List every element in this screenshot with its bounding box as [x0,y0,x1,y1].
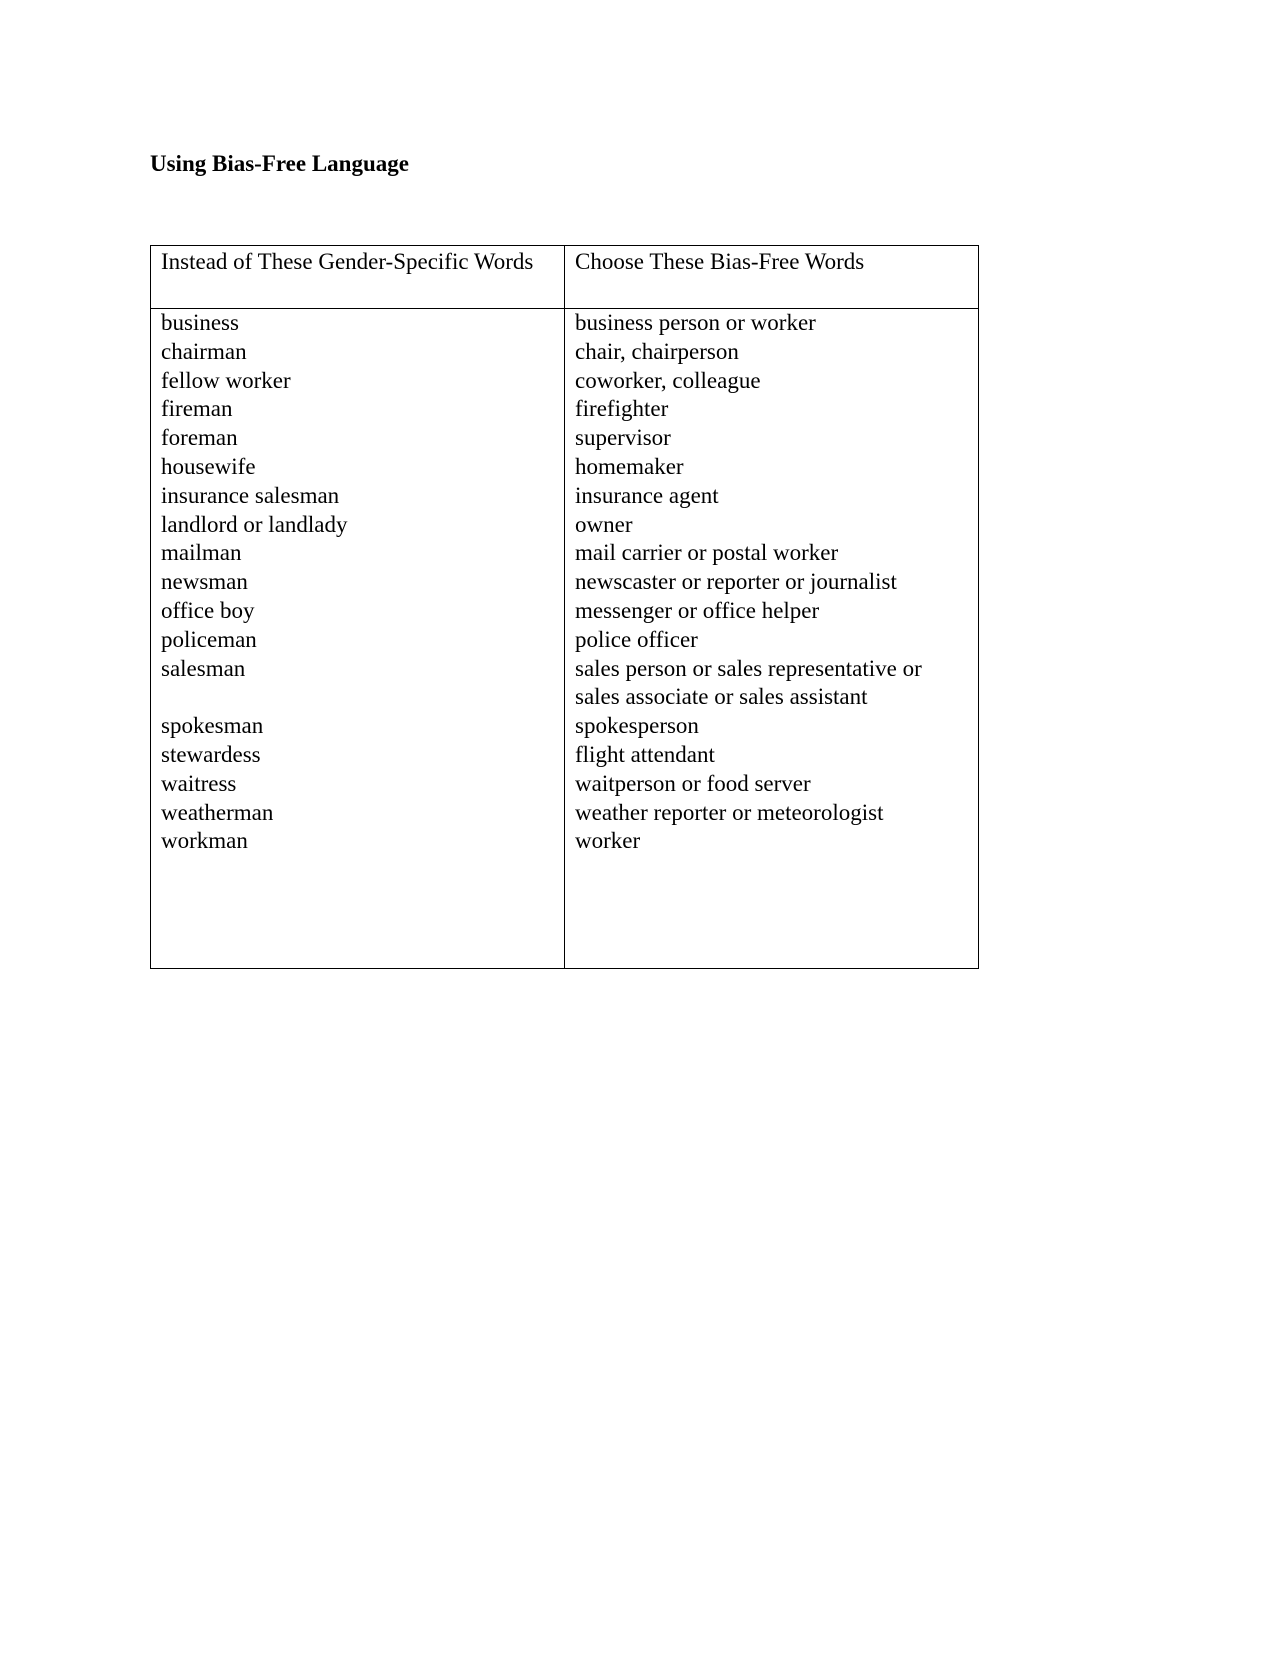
gender-specific-word: foreman [161,425,238,451]
bias-free-word: supervisor [575,425,671,451]
gender-specific-word: landlord or landlady [161,511,348,537]
gender-specific-word: fireman [161,396,233,422]
bias-free-word: business person or worker [575,310,816,335]
gender-specific-word: mailman [161,540,242,566]
table-body-row [151,309,979,969]
gender-specific-word: waitress [161,770,237,796]
gender-specific-word: stewardess [161,741,261,767]
bias-free-word: owner [575,511,633,537]
bias-free-word: firefighter [575,396,669,422]
bias-free-word: sales person or sales representative or sales associate or sales assistant [575,655,922,710]
bias-free-word-table [150,245,979,969]
gender-specific-word: salesman [161,655,246,681]
header-gender-specific: Instead of These Gender-Specific Words [151,246,565,309]
bias-free-word: messenger or office helper [575,597,820,623]
bias-free-word: coworker, colleague [575,367,761,393]
gender-specific-word: workman [161,828,248,854]
gender-specific-word: spokesman [161,713,264,739]
document-title: Using Bias-Free Language [150,151,409,176]
bias-free-word: flight attendant [575,741,715,767]
gender-specific-word: fellow worker [161,367,291,393]
bias-free-word: waitperson or food server [575,770,811,796]
gender-specific-word: insurance salesman [161,482,340,508]
gender-specific-word: office boy [161,597,255,623]
bias-free-word: newscaster or reporter or journalist [575,569,897,595]
gender-specific-word: business [161,310,239,335]
bias-free-word: spokesperson [575,713,699,739]
header-bias-free: Choose These Bias-Free Words [565,246,979,309]
bias-free-word: chair, chairperson [575,338,739,364]
bias-free-word: insurance agent [575,482,719,508]
bias-free-word: weather reporter or meteorologist [575,799,884,825]
bias-free-word: police officer [575,626,698,652]
gender-specific-word: weatherman [161,799,274,825]
table-header-row [151,246,979,309]
gender-specific-word: newsman [161,569,248,595]
blank-line [161,683,554,712]
gender-specific-word: chairman [161,338,247,364]
gender-specific-word: policeman [161,626,257,652]
bias-free-word: homemaker [575,453,684,479]
bias-free-column [565,309,979,969]
bias-free-word: worker [575,828,641,854]
bias-free-word: mail carrier or postal worker [575,540,839,566]
gender-specific-word: housewife [161,453,256,479]
gender-specific-column [151,309,565,969]
